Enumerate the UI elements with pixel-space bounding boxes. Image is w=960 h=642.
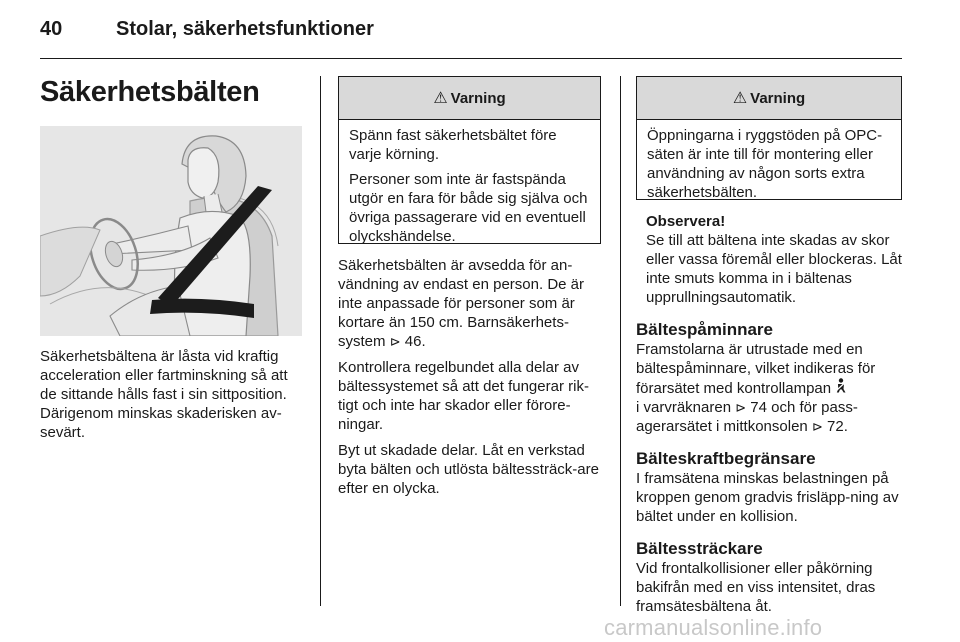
warning-header bbox=[637, 77, 901, 120]
page-reference: 74 bbox=[750, 399, 767, 416]
paragraph: Kontrollera regelbundet alla delar av bältessystemet så att det fungerar rik-tigt och inte har skador eller förore-ningar. bbox=[338, 359, 589, 433]
reference-arrow-icon: ⊳ bbox=[811, 419, 823, 434]
reminder-heading: Bältespåminnare bbox=[636, 320, 773, 339]
seatbelt-illustration bbox=[40, 126, 302, 336]
limiter-heading: Bälteskraftbegränsare bbox=[636, 449, 816, 468]
limiter-text: I framsätena minskas belastningen på kroppen genom gradvis frisläpp-ning av bältet under en kollision. bbox=[636, 470, 899, 525]
warning-text: Personer som inte är fastspända utgör en fara för både sig själva och övriga passagerare vid en eventuell olyckshändelse. bbox=[349, 171, 588, 245]
reference-arrow-icon: ⊳ bbox=[389, 334, 401, 349]
intro-text: Säkerhetsbältena är låsta vid kraftig acceleration eller fartminskning så att de sittande hålls fast i sin sittposition. Därigenom minskas skaderisken av-sevärt. bbox=[40, 348, 288, 441]
column-divider bbox=[620, 76, 621, 606]
section-heading: Säkerhetsbälten bbox=[40, 76, 260, 108]
warning-triangle-icon: ⚠ bbox=[732, 89, 748, 107]
watermark: carmanualsonline.info bbox=[604, 615, 823, 640]
warning-box bbox=[338, 76, 601, 244]
warning-text: Spänn fast säkerhetsbältet före varje körning. bbox=[349, 127, 557, 163]
tensioner-text: Vid frontalkollisioner eller påkörning bakifrån med en viss intensitet, dras framsätesbältena åt. bbox=[636, 560, 876, 615]
note-title: Observera! bbox=[646, 213, 726, 230]
page-number: 40 bbox=[40, 18, 63, 40]
warning-title: Varning bbox=[450, 89, 506, 107]
note-block bbox=[646, 212, 908, 307]
warning-text: Öppningarna i ryggstöden på OPC-säten är inte till för montering eller användning av någon sorts extra säkerhetsbälten. bbox=[647, 127, 883, 201]
warning-box bbox=[636, 76, 902, 200]
paragraph: Byt ut skadade delar. Låt en verkstad byta bälten och utlösta bältessträck-are efter en olycka. bbox=[338, 442, 599, 497]
column-3 bbox=[636, 212, 908, 616]
column-divider bbox=[320, 76, 321, 606]
chapter-title: Stolar, säkerhetsfunktioner bbox=[116, 18, 374, 40]
header-rule bbox=[40, 58, 902, 59]
paragraph: Säkerhetsbälten är avsedda för an-vändning av endast en person. De är inte anpassade för personer som är kortare än 150 cm. Barnsäkerhets-system ⊳ 46. bbox=[338, 257, 584, 350]
page-reference: 46. bbox=[404, 333, 426, 350]
warning-title: Varning bbox=[750, 89, 806, 107]
reference-arrow-icon: ⊳ bbox=[735, 400, 747, 415]
seatbelt-lamp-icon bbox=[835, 380, 847, 397]
page-reference: 72. bbox=[827, 418, 848, 435]
column-2-text bbox=[338, 256, 606, 505]
warning-triangle-icon: ⚠ bbox=[433, 89, 448, 107]
note-text: Se till att bältena inte skadas av skor eller vassa föremål eller blockeras. Låt inte smuts komma in i bältenas upprullningsautomatik. bbox=[646, 232, 902, 306]
reminder-text: Framstolarna är utrustade med en bältespåminnare, vilket indikeras för förarsätet med kontrollampan i varvräknaren ⊳ 74 och för pass-agerarsätet i mittkonsolen ⊳ 72. bbox=[636, 341, 876, 435]
warning-header bbox=[339, 77, 600, 120]
tensioner-heading: Bältessträckare bbox=[636, 539, 763, 558]
